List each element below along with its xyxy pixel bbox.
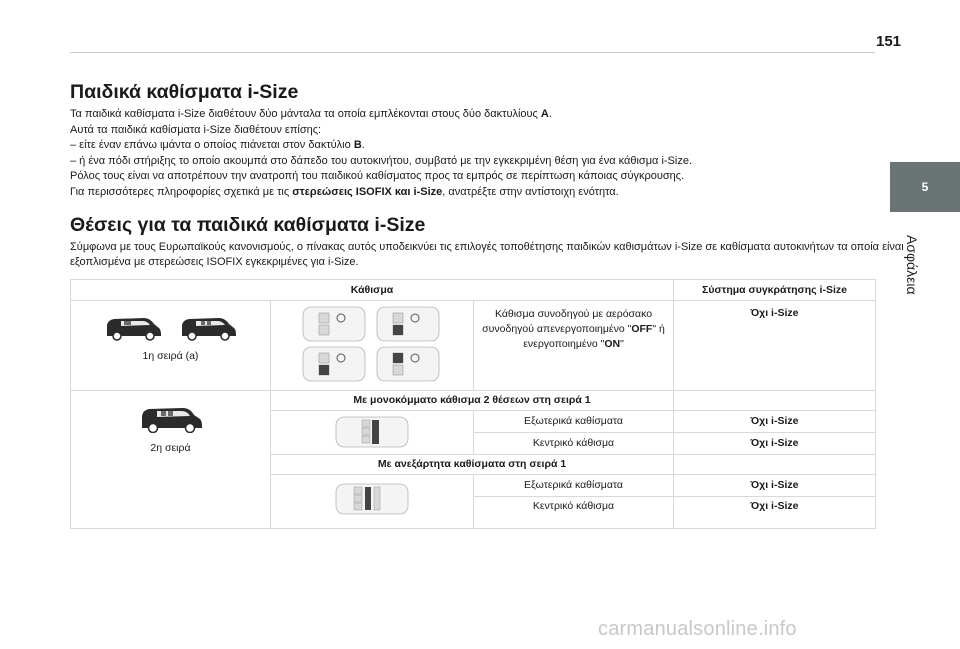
group2-title: Με ανεξάρτητα καθίσματα στη σειρά 1 (271, 454, 674, 474)
group1-seat-outer: Εξωτερικά καθίσματα (474, 410, 674, 432)
group1-answer-outer: Όχι i-Size (674, 410, 876, 432)
group1-answer-center: Όχι i-Size (674, 432, 876, 454)
row1-label: 1η σειρά (a) (142, 349, 199, 362)
positions-line: Σύμφωνα με τους Ευρωπαϊκούς κανονισμούς, ο πίνακας αυτός υποδεικνύει τις επιλογές τοποθέτησης παιδικών καθισμάτων i-Size σε καθίσματα αυτοκινήτων τα οποία είναι (70, 240, 904, 253)
row2-label-cell (71, 390, 271, 528)
group1-title-empty (674, 390, 876, 410)
row1-diagram-cell (271, 300, 474, 390)
row1-answer: Όχι i-Size (674, 300, 876, 390)
group2-answer-center: Όχι i-Size (674, 496, 876, 528)
independent-seats-diagram (332, 480, 412, 520)
group1-diagram-cell (271, 410, 474, 454)
intro-line: Για περισσότερες πληροφορίες σχετικά με τις στερεώσεις ISOFIX και i-Size, ανατρέξτε στην αντίστοιχη ενότητα. (70, 185, 619, 198)
page-content (70, 80, 904, 529)
isize-table (70, 279, 876, 529)
table-row (71, 300, 876, 390)
intro-line: Ρόλος τους είναι να αποτρέπουν την ανατροπή του παιδικού καθίσματος προς τα εμπρός σε περίπτωση κάποιας σύγκρουσης. (70, 170, 685, 183)
header-seat: Κάθισμα (71, 279, 674, 300)
van-front-row-icon (104, 315, 162, 341)
van-icons-row1 (71, 315, 270, 344)
intro-line: Αυτά τα παιδικά καθίσματα i-Size διαθέτουν επίσης: (70, 123, 322, 136)
chapter-number: 5 (921, 180, 929, 194)
header-rule (70, 52, 875, 53)
van-second-row-icon (139, 405, 203, 433)
group2-diagram-cell (271, 474, 474, 528)
group2-answer-outer: Όχι i-Size (674, 474, 876, 496)
van-icon-row2 (71, 405, 270, 436)
group1-title: Με μονοκόμματο κάθισμα 2 θέσεων στη σειρά 1 (271, 390, 674, 410)
table-row (71, 390, 876, 410)
intro-line: – είτε έναν επάνω ιμάντα ο οποίος πιάνεται στον δακτύλιο B. (70, 139, 365, 152)
section-positions-intro (70, 240, 904, 271)
chapter-tab[interactable] (890, 162, 960, 212)
intro-line: Τα παιδικά καθίσματα i-Size διαθέτουν δύο μάνταλα τα οποία εμπλέκονται στους δύο δακτυλίους A. (70, 108, 552, 120)
table-header-row (71, 279, 876, 300)
watermark: carmanualsonline.info (598, 618, 797, 640)
header-system: Σύστημα συγκράτησης i-Size (674, 279, 876, 300)
section-intro (70, 107, 875, 201)
positions-line: εξοπλισμένα με στερεώσεις ISOFIX εγκεκριμένες για i-Size. (70, 256, 359, 269)
group2-seat-center: Κεντρικό κάθισμα (474, 496, 674, 528)
row1-description: Κάθισμα συνοδηγού με αερόσακο συνοδηγού απενεργοποιημένο "OFF" ή ενεργοποιημένο "ON" (474, 300, 674, 390)
page-number: 151 (876, 33, 902, 50)
row1-label-cell (71, 300, 271, 390)
group2-title-empty (674, 454, 876, 474)
chapter-label: Ασφάλεια (904, 235, 920, 295)
bench-seat-diagram (332, 414, 412, 450)
group1-seat-center: Κεντρικό κάθισμα (474, 432, 674, 454)
van-front-row-icon (179, 315, 237, 341)
row2-label: 2η σειρά (150, 441, 191, 454)
section-title-positions: Θέσεις για τα παιδικά καθίσματα i-Size (70, 213, 426, 236)
section-title-isize: Παιδικά καθίσματα i-Size (70, 81, 299, 103)
group2-seat-outer: Εξωτερικά καθίσματα (474, 474, 674, 496)
intro-line: – ή ένα πόδι στήριξης το οποίο ακουμπά στο δάπεδο του αυτοκινήτου, συμβατό με την εγκεκριμένη θέση για ένα κάθισμα i-Size. (70, 154, 693, 167)
seat-layout-diagram (297, 303, 447, 387)
